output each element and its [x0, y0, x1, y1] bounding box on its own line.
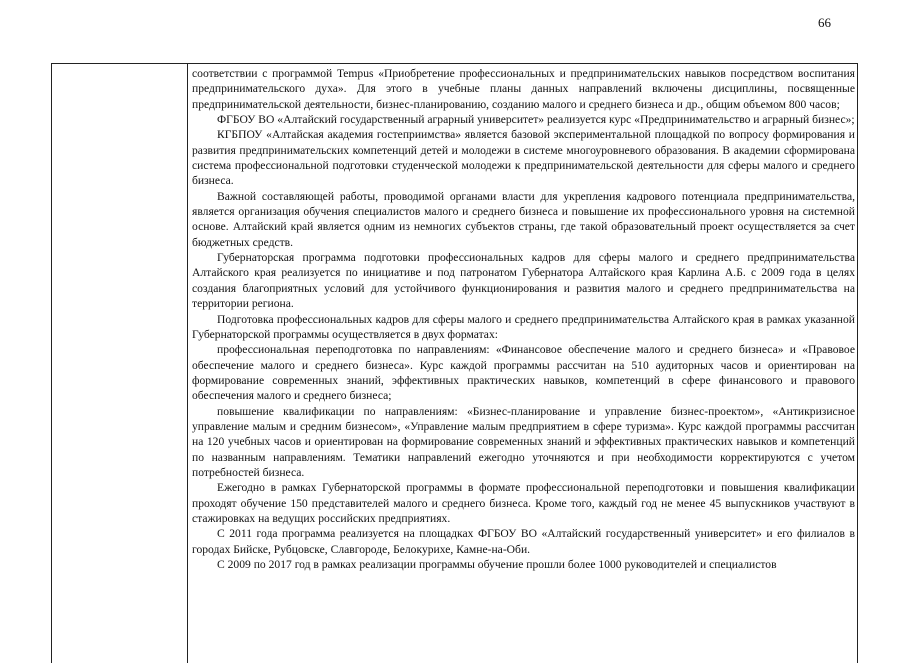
document-table	[51, 63, 858, 663]
paragraph: Важной составляющей работы, проводимой органами власти для укрепления кадрового потенциала предпринимательства, является организация обучения специалистов малого и среднего бизнеса и повышение их профессионального уровня на системной основе. Алтайский край является одним из немногих субъектов страны, где такой образовательный проект осуществляется за счет бюджетных средств.	[192, 189, 855, 249]
table-right-column	[192, 66, 855, 572]
paragraph: повышение квалификации по направлениям: «Бизнес-планирование и управление бизнес-проектом», «Антикризисное управление малым и средним бизнесом», «Управление малым предприятием в сфере туризма». Курс каждой программы рассчитан на 120 учебных часов и ориентирован на формирование современных знаний и эффективных практических навыков и компетенций по названным направлениям. Тематики направлений ежегодно уточняются и при необходимости корректируются с учетом потребностей бизнеса.	[192, 404, 855, 479]
table-left-column	[52, 64, 188, 663]
page-number: 66	[818, 15, 831, 30]
paragraph: ФГБОУ ВО «Алтайский государственный аграрный университет» реализуется курс «Предпринимательство и аграрный бизнес»;	[217, 113, 855, 127]
paragraph: соответствии с программой Tempus «Приобретение профессиональных и предпринимательских навыков посредством воспитания предпринимательского духа». Для этого в учебные планы данных направлений включены дисциплины, посвященные предпринимательской деятельности, бизнес-планированию, созданию малого и среднего бизнеса и др., общим объемом 800 часов;	[192, 67, 855, 111]
paragraph: Губернаторская программа подготовки профессиональных кадров для сферы малого и среднего предпринимательства Алтайского края реализуется по инициативе и под патронатом Губернатора Алтайского края Карлина А.Б. с 2009 года в целях создания благоприятных условий для устойчивого функционирования и развития малого и среднего предпринимательства на территории региона.	[192, 251, 855, 311]
paragraph: КГБПОУ «Алтайская академия гостеприимства» является базовой экспериментальной площадкой по вопросу формирования и развития предпринимательских компетенций детей и молодежи в системе многоуровневого образования. В академии сформирована система профессиональной подготовки студенческой молодежи к предпринимательской деятельности для сферы малого и среднего бизнеса.	[192, 128, 855, 188]
paragraph: Подготовка профессиональных кадров для сферы малого и среднего предпринимательства Алтайского края в рамках указанной Губернаторской программы осуществляется в двух форматах:	[192, 312, 855, 341]
paragraph: Ежегодно в рамках Губернаторской программы в формате профессиональной переподготовки и повышения квалификации проходят обучение 150 представителей малого и среднего бизнеса. Кроме того, каждый год не менее 45 выпускников участвуют в стажировках на ведущих российских предприятиях.	[192, 481, 855, 525]
paragraph: С 2009 по 2017 год в рамках реализации программы обучение прошли более 1000 руководителей и специалистов	[217, 558, 777, 571]
paragraph: профессиональная переподготовка по направлениям: «Финансовое обеспечение малого и среднего бизнеса» и «Правовое обеспечение малого и среднего бизнеса». Курс каждой программы рассчитан на 510 аудиторных часов и ориентирован на формирование современных знаний, эффективных практических навыков, компетенций в сфере финансового и правового обеспечения малого и среднего бизнеса;	[192, 343, 855, 403]
paragraph: С 2011 года программа реализуется на площадках ФГБОУ ВО «Алтайский государственный университет» и его филиалов в городах Бийске, Рубцовске, Славгороде, Белокурихе, Камне-на-Оби.	[192, 527, 855, 556]
